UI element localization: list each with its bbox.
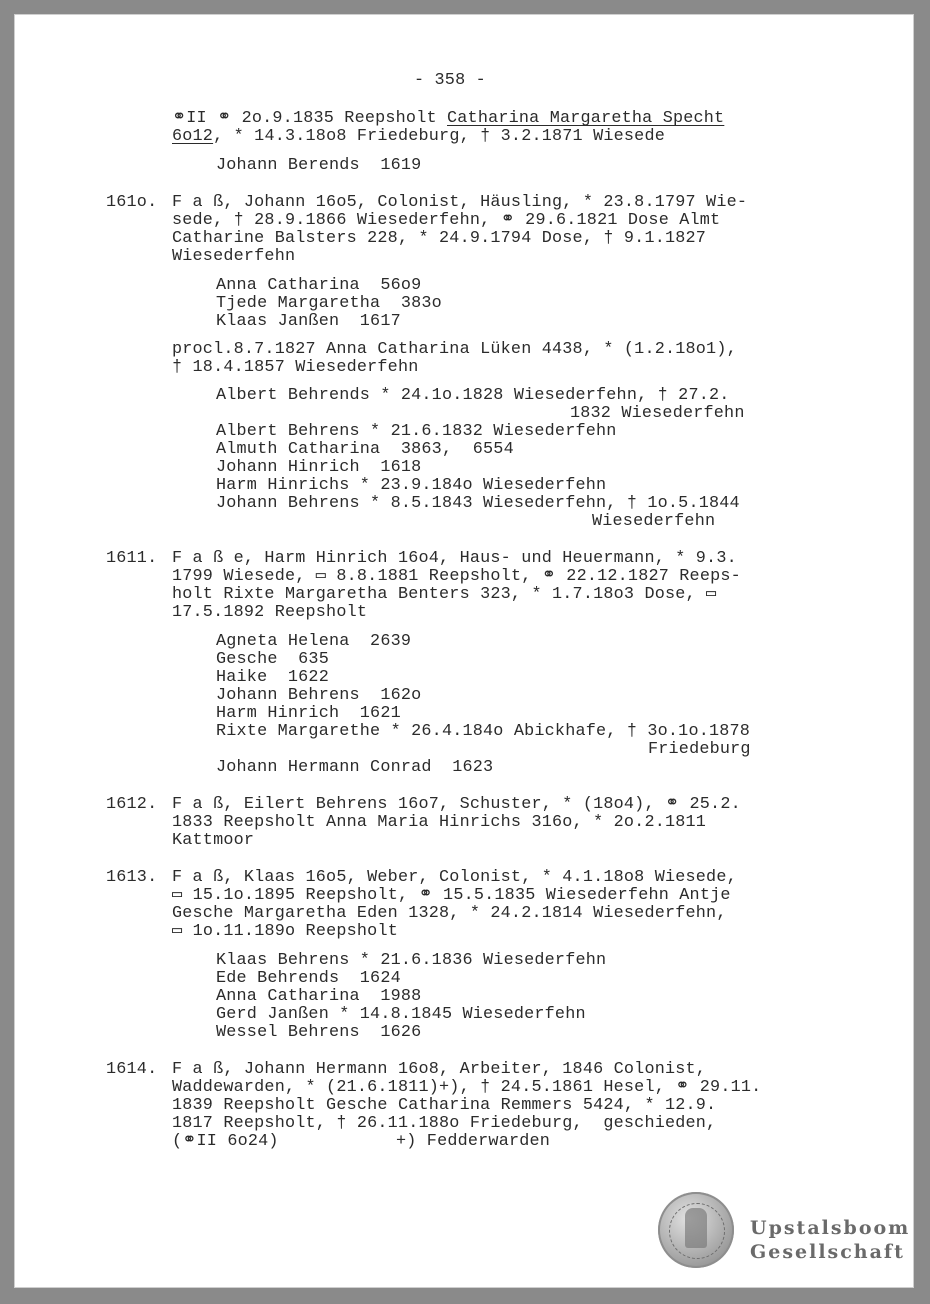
entry-line: Gesche Margaretha Eden 1328, * 24.2.1814 Wiesederfehn, xyxy=(172,904,727,923)
continuation-child: Johann Berends 1619 xyxy=(216,156,422,175)
document-page xyxy=(14,14,914,1288)
marriage-line: † 18.4.1857 Wiesederfehn xyxy=(172,358,419,377)
child-line: Almuth Catharina 3863, 6554 xyxy=(216,440,514,459)
marriage-line: procl.8.7.1827 Anna Catharina Lüken 4438, * (1.2.18o1), xyxy=(172,340,737,359)
child-line: Johann Hermann Conrad 1623 xyxy=(216,758,494,777)
entry-line: sede, † 28.9.1866 Wiesederfehn, ⚭ 29.6.1821 Dose Almt xyxy=(172,211,721,230)
entry-line: (⚭II 6o24) xyxy=(172,1132,279,1151)
entry-line: Wiesederfehn xyxy=(172,247,296,266)
entry-line: F a ß, Johann 16o5, Colonist, Häusling, * 23.8.1797 Wie- xyxy=(172,193,748,212)
child-line: Klaas Behrens * 21.6.1836 Wiesederfehn xyxy=(216,951,607,970)
child-line: 1832 Wiesederfehn xyxy=(570,404,745,423)
child-line: Harm Hinrichs * 23.9.184o Wiesederfehn xyxy=(216,476,607,495)
entry-line: 1799 Wiesede, ▭ 8.8.1881 Reepsholt, ⚭ 22.12.1827 Reeps- xyxy=(172,567,741,586)
entry-line: Catharine Balsters 228, * 24.9.1794 Dose, † 9.1.1827 xyxy=(172,229,707,248)
entry-line: holt Rixte Margaretha Benters 323, * 1.7.18o3 Dose, ▭ xyxy=(172,585,717,604)
entry-number: 1611. xyxy=(106,549,158,568)
entry-line: F a ß, Eilert Behrens 16o7, Schuster, * (18o4), ⚭ 25.2. xyxy=(172,795,741,814)
child-line: Wessel Behrens 1626 xyxy=(216,1023,422,1042)
child-line: Albert Behrens * 21.6.1832 Wiesederfehn xyxy=(216,422,617,441)
continuation-line-2: 6o12, * 14.3.18o8 Friedeburg, † 3.2.1871 Wiesede xyxy=(172,127,665,146)
entry-line: F a ß, Johann Hermann 16o8, Arbeiter, 1846 Colonist, xyxy=(172,1060,707,1079)
entry-line: 1833 Reepsholt Anna Maria Hinrichs 316o, * 2o.2.1811 xyxy=(172,813,707,832)
child-line: Gerd Janßen * 14.8.1845 Wiesederfehn xyxy=(216,1005,586,1024)
child-line: Albert Behrends * 24.1o.1828 Wiesederfehn, † 27.2. xyxy=(216,386,730,405)
entry-number: 1612. xyxy=(106,795,158,814)
seal-figure xyxy=(685,1208,707,1248)
logo-line-2: Gesellschaft xyxy=(750,1241,905,1263)
entry-line: 1817 Reepsholt, † 26.11.188o Friedeburg, geschieden, xyxy=(172,1114,717,1133)
child-line: Anna Catharina 56o9 xyxy=(216,276,422,295)
entry-line: ▭ 1o.11.189o Reepsholt xyxy=(172,922,398,941)
child-line: Wiesederfehn xyxy=(592,512,716,531)
child-line: Agneta Helena 2639 xyxy=(216,632,412,651)
logo-line-1: Upstalsboom xyxy=(750,1217,911,1239)
child-line: Harm Hinrich 1621 xyxy=(216,704,401,723)
entry-line: 1839 Reepsholt Gesche Catharina Remmers 5424, * 12.9. xyxy=(172,1096,717,1115)
upstalsboom-seal-icon xyxy=(658,1192,734,1268)
genealogy-text xyxy=(14,14,914,1288)
child-line: Tjede Margaretha 383o xyxy=(216,294,442,313)
child-line: Klaas Janßen 1617 xyxy=(216,312,401,331)
entry-line: 17.5.1892 Reepsholt xyxy=(172,603,368,622)
child-line: Johann Behrens 162o xyxy=(216,686,422,705)
child-line: Johann Behrens * 8.5.1843 Wiesederfehn, † 1o.5.1844 xyxy=(216,494,740,513)
entry-number: 161o. xyxy=(106,193,158,212)
entry-line: Waddewarden, * (21.6.1811)+), † 24.5.1861 Hesel, ⚭ 29.11. xyxy=(172,1078,762,1097)
footnote: +) Fedderwarden xyxy=(396,1132,551,1151)
child-line: Haike 1622 xyxy=(216,668,329,687)
entry-line: Kattmoor xyxy=(172,831,255,850)
child-line: Ede Behrends 1624 xyxy=(216,969,401,988)
page-number: - 358 - xyxy=(414,71,486,90)
society-logo-text xyxy=(750,1216,910,1264)
entry-line: ▭ 15.1o.1895 Reepsholt, ⚭ 15.5.1835 Wiesederfehn Antje xyxy=(172,886,731,905)
child-line: Rixte Margarethe * 26.4.184o Abickhafe, † 3o.1o.1878 xyxy=(216,722,751,741)
entry-number: 1614. xyxy=(106,1060,158,1079)
child-line: Gesche 635 xyxy=(216,650,329,669)
entry-line: F a ß e, Harm Hinrich 16o4, Haus- und Heuermann, * 9.3. xyxy=(172,549,737,568)
child-line: Friedeburg xyxy=(648,740,751,759)
continuation-line-1: ⚭II ⚭ 2o.9.1835 Reepsholt Catharina Margaretha Specht xyxy=(172,109,725,128)
entry-number: 1613. xyxy=(106,868,158,887)
entry-line: F a ß, Klaas 16o5, Weber, Colonist, * 4.1.18o8 Wiesede, xyxy=(172,868,737,887)
child-line: Johann Hinrich 1618 xyxy=(216,458,422,477)
child-line: Anna Catharina 1988 xyxy=(216,987,422,1006)
